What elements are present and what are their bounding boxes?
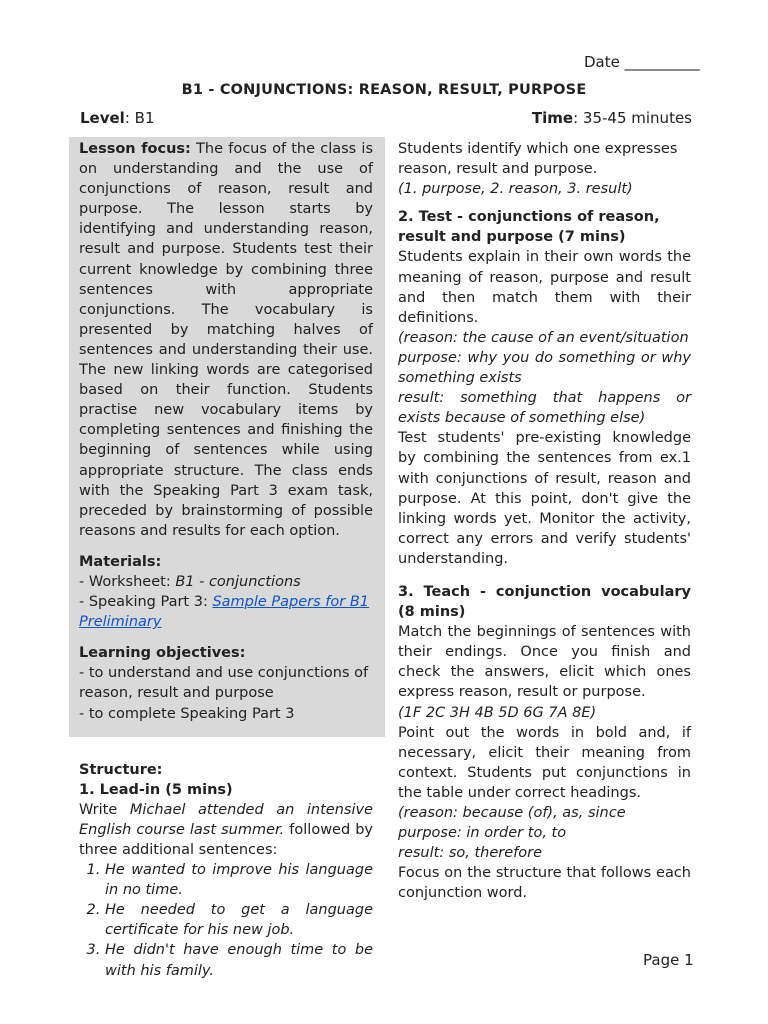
materials-item-prefix: - Speaking Part 3: (79, 594, 213, 611)
step2-text-2: Test students' pre-existing knowledge by combining the sentences from ex.1 with conjunctions of result, reason and purpose. At this point, don't give the linking words yet. Monitor the activity, correct any errors and verify students' understanding. (398, 430, 691, 567)
lesson-focus-label: Lesson focus: (79, 141, 191, 157)
structure-label: Structure: (79, 761, 163, 778)
materials-item-worksheet (79, 572, 373, 592)
right-column (398, 139, 691, 903)
step2-definition: (reason: the cause of an event/situation (398, 329, 689, 346)
step1-sentence: Michael attended an intensive English course last summer. (79, 801, 373, 838)
materials-item-speaking (79, 592, 373, 632)
step3-answers: (1F 2C 3H 4B 5D 6G 7A 8E) (398, 704, 597, 721)
step3-text: Match the beginnings of sentences with their endings. Once you finish and check the answers, elicit which ones express reason, result or purpose. (398, 624, 691, 701)
step2-definition: result: something that happens or exists because of something else) (398, 390, 691, 427)
objectives-label: Learning objectives: (79, 645, 246, 662)
step1-after: followed by three additional sentences: (79, 821, 373, 858)
step1-instruction (79, 800, 373, 860)
objective-item: - to complete Speaking Part 3 (79, 705, 295, 722)
step1-heading: 1. Lead-in (5 mins) (79, 781, 233, 798)
step3-heading: 3. Teach - conjunction vocabulary (8 mins) (398, 583, 691, 621)
date-field: Date __________ (584, 53, 700, 71)
objective-item: - to understand and use conjunctions of reason, result and purpose (79, 665, 369, 702)
sample-papers-link[interactable]: Sample Papers for B1 Preliminary (79, 594, 370, 631)
level-value: : B1 (124, 109, 155, 127)
step3-text-3: Focus on the structure that follows each conjunction word. (398, 865, 691, 902)
materials-item-prefix: - Worksheet: (79, 573, 176, 590)
page-number: Page 1 (643, 951, 694, 969)
step3-conjunction: result: so, therefore (398, 845, 543, 862)
level-label: Level (80, 109, 125, 127)
materials-label: Materials: (79, 553, 162, 570)
step3-conjunction: (reason: because (of), as, since (398, 805, 626, 821)
time-label: Time (531, 109, 574, 127)
lesson-focus-text: The focus of the class is on understanding and the use of conjunctions of reason, result and purpose. The lesson starts by identifying and understanding reason, result and purpose. Students test their current knowledge by combining three sentences with appropriate conjunctions. The vocabulary is presented by matching halves of sentences and understanding their use. The new linking words are categorised based on their function. Students practise new vocabulary items by completing sentences and finishing the beginning of sentences while using appropriate structure. The class ends with the Speaking Part 3 exam task, preceded by brainstorming of possible reasons and results for each option. (79, 141, 373, 539)
list-item: 3. He didn't have enough time to be with his family. (105, 940, 373, 980)
page-title: B1 - CONJUNCTIONS: REASON, RESULT, PURPOSE (181, 82, 587, 98)
step2-text: Students explain in their own words the meaning of reason, purpose and result and then match them with their definitions. (398, 249, 691, 326)
worksheet-name: B1 - conjunctions (175, 573, 301, 590)
step1-list (79, 860, 373, 981)
list-item: 2. He needed to get a language certificate for his new job. (105, 900, 373, 940)
step1-answers: (1. purpose, 2. reason, 3. result) (398, 181, 633, 198)
list-item: 1. He wanted to improve his language in no time. (105, 860, 373, 900)
time-info (532, 109, 692, 127)
step3-text-2: Point out the words in bold and, if necessary, elicit their meaning from context. Students put conjunctions in the table under correct headings. (398, 724, 691, 801)
step1-write: Write (79, 801, 130, 818)
left-column (79, 139, 373, 981)
step1-cont: Students identify which one expresses reason, result and purpose. (398, 141, 678, 178)
step2-heading: 2. Test - conjunctions of reason, result and purpose (7 mins) (398, 209, 660, 246)
time-value: : 35-45 minutes (573, 109, 692, 127)
step3-conjunction: purpose: in order to, to (398, 825, 567, 842)
step2-definition: purpose: why you do something or why something exists (398, 349, 691, 387)
lesson-focus (79, 139, 373, 541)
level-info (80, 109, 154, 127)
